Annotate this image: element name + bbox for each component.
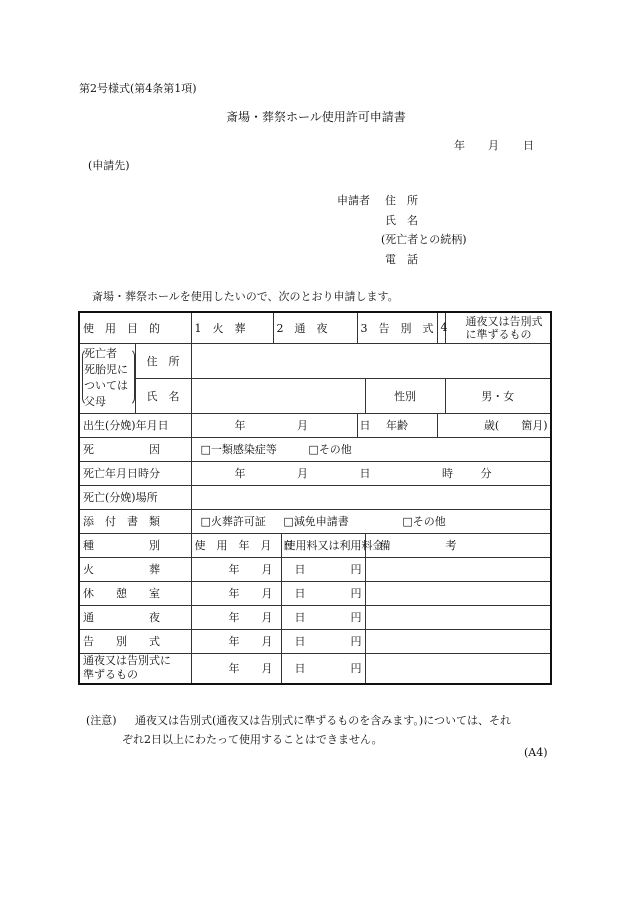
sex-value[interactable]: 男・女: [445, 378, 551, 413]
deceased-address-field[interactable]: [191, 343, 551, 378]
intro-text: 斎場・葬祭ホールを使用したいので、次のとおり申請します。: [92, 290, 399, 303]
attachments-label: 添 付 書 類: [79, 509, 191, 533]
deceased-address-label: 住 所: [135, 343, 191, 378]
fee-row-amount[interactable]: 円: [281, 653, 365, 684]
deceased-label-line1: 死亡者: [84, 347, 117, 360]
fee-row-day: 日: [294, 587, 306, 600]
fee-row-note[interactable]: [365, 629, 551, 653]
fee-row-month: 月: [261, 635, 273, 648]
date-day: 日: [523, 139, 534, 152]
applicant-name-label: 氏 名: [385, 214, 418, 227]
fee-row-amount[interactable]: 円: [281, 605, 365, 629]
death-year: 年: [234, 467, 246, 480]
attachment-option-3[interactable]: □ その他: [402, 515, 445, 528]
fee-row: [79, 557, 551, 581]
purpose-label: 使 用 目 的: [79, 312, 191, 343]
fee-header-date: 使 用 年 月 日: [191, 533, 281, 557]
fee-row-type: 休 憩 室: [79, 581, 191, 605]
death-place-field[interactable]: [191, 485, 551, 509]
purpose-option-4[interactable]: [445, 312, 551, 343]
fee-row-month: 月: [261, 587, 273, 600]
cause-option-1[interactable]: □ 一類感染症等: [201, 443, 277, 456]
deceased-name-label: 氏 名: [135, 378, 191, 413]
death-month: 月: [297, 467, 308, 480]
date-year: 年: [454, 139, 465, 152]
attachment-option-2[interactable]: □ 減免申請書: [283, 515, 348, 528]
fee-row-year: 年: [228, 662, 240, 676]
fee-row-amount[interactable]: 円: [281, 629, 365, 653]
fee-last-line1: 通夜又は告別式に: [83, 654, 171, 668]
application-table: [78, 311, 552, 685]
applicant-relation-label: (死亡者との続柄): [381, 233, 467, 246]
fee-row-year: 年: [228, 635, 240, 648]
deceased-label-line3: ついては: [84, 379, 128, 392]
death-place-label: 死亡(分娩)場所: [79, 485, 191, 509]
fee-row-year: 年: [228, 587, 240, 600]
fee-row-amount[interactable]: 円: [281, 581, 365, 605]
fee-row-note[interactable]: [365, 581, 551, 605]
applicant-phone-label: 電 話: [385, 253, 418, 266]
purpose-option-4-line1: 通夜又は告別式: [465, 314, 543, 328]
birth-day: 日: [359, 419, 371, 432]
fee-row-day: 日: [294, 563, 306, 576]
fee-row: [79, 629, 551, 653]
fee-row-day: 日: [294, 611, 306, 624]
fee-row-date[interactable]: [191, 581, 306, 605]
fee-row-type: 火 葬: [79, 557, 191, 581]
purpose-option-1[interactable]: 1 火 葬: [191, 312, 273, 343]
fee-last-line2: 準ずるもの: [83, 668, 138, 682]
cause-options: [191, 437, 551, 461]
fee-row-date[interactable]: [191, 629, 306, 653]
fee-header-note: 備 考: [365, 533, 551, 557]
purpose-option-4-number[interactable]: 4: [437, 312, 445, 343]
purpose-option-4-line2: に準ずるもの: [465, 327, 532, 341]
date-month: 月: [488, 139, 499, 152]
birth-year: 年: [234, 419, 246, 432]
fee-header-fee: 使用料又は利用料金: [281, 533, 365, 557]
note-line-2: ぞれ2日以上にわたって使用することはできません。: [122, 733, 383, 746]
fee-row-type: [79, 653, 191, 684]
fee-row-note[interactable]: [365, 653, 551, 684]
form-number: 第2号様式(第4条第1項): [79, 82, 197, 95]
age-field[interactable]: 歳( 箇月): [437, 413, 551, 437]
fee-row-date[interactable]: [191, 653, 306, 684]
purpose-option-2[interactable]: 2 通 夜: [273, 312, 357, 343]
note-line-1: 通夜又は告別式(通夜又は告別式に準ずるものを含みます。)については、それ: [135, 714, 511, 727]
fee-row-type: 通 夜: [79, 605, 191, 629]
fee-row-month: 月: [261, 662, 273, 676]
birth-date-field[interactable]: [191, 413, 371, 437]
age-label: 年齢: [357, 413, 437, 437]
sex-label: 性別: [365, 378, 445, 413]
deceased-label-line2: 死胎児に: [84, 363, 128, 376]
bracket-decoration: [82, 348, 135, 406]
death-time-field[interactable]: [191, 461, 551, 485]
fee-row-date[interactable]: [191, 557, 306, 581]
deceased-label-line4: 父母: [84, 395, 106, 408]
fee-row-note[interactable]: [365, 557, 551, 581]
birth-label: 出生(分娩)年月日: [79, 413, 191, 437]
death-hour: 時: [442, 467, 453, 480]
fee-row: [79, 605, 551, 629]
fee-row-day: 日: [294, 635, 306, 648]
death-minute: 分: [480, 467, 492, 480]
applicant-label: 申請者: [337, 194, 370, 207]
fee-header-type: 種 別: [79, 533, 191, 557]
addressee: (申請先): [88, 159, 130, 172]
death-time-label: 死亡年月日時分: [79, 461, 191, 485]
fee-row-year: 年: [228, 563, 240, 576]
fee-row: [79, 653, 551, 684]
fee-row-month: 月: [261, 611, 273, 624]
fee-row-day: 日: [294, 662, 306, 676]
fee-row-amount[interactable]: 円: [281, 557, 365, 581]
fee-row: [79, 581, 551, 605]
page-title: 斎場・葬祭ホール使用許可申請書: [226, 110, 406, 124]
death-day: 日: [359, 467, 371, 480]
birth-month: 月: [297, 419, 308, 432]
fee-row-month: 月: [261, 563, 273, 576]
applicant-address-label: 住 所: [385, 194, 418, 207]
attachments-options: [191, 509, 551, 533]
fee-row-type: 告 別 式: [79, 629, 191, 653]
note-label: (注意): [86, 714, 117, 727]
attachment-option-1[interactable]: □ 火葬許可証: [201, 515, 266, 528]
deceased-name-field[interactable]: [191, 378, 365, 413]
fee-row-note[interactable]: [365, 605, 551, 629]
cause-option-2[interactable]: □ その他: [308, 443, 351, 456]
paper-size: (A4): [524, 746, 548, 759]
cause-label: 死 因: [79, 437, 191, 461]
fee-row-date[interactable]: [191, 605, 306, 629]
fee-row-year: 年: [228, 611, 240, 624]
purpose-option-3[interactable]: 3 告 別 式: [357, 312, 437, 343]
deceased-label: [79, 343, 135, 413]
